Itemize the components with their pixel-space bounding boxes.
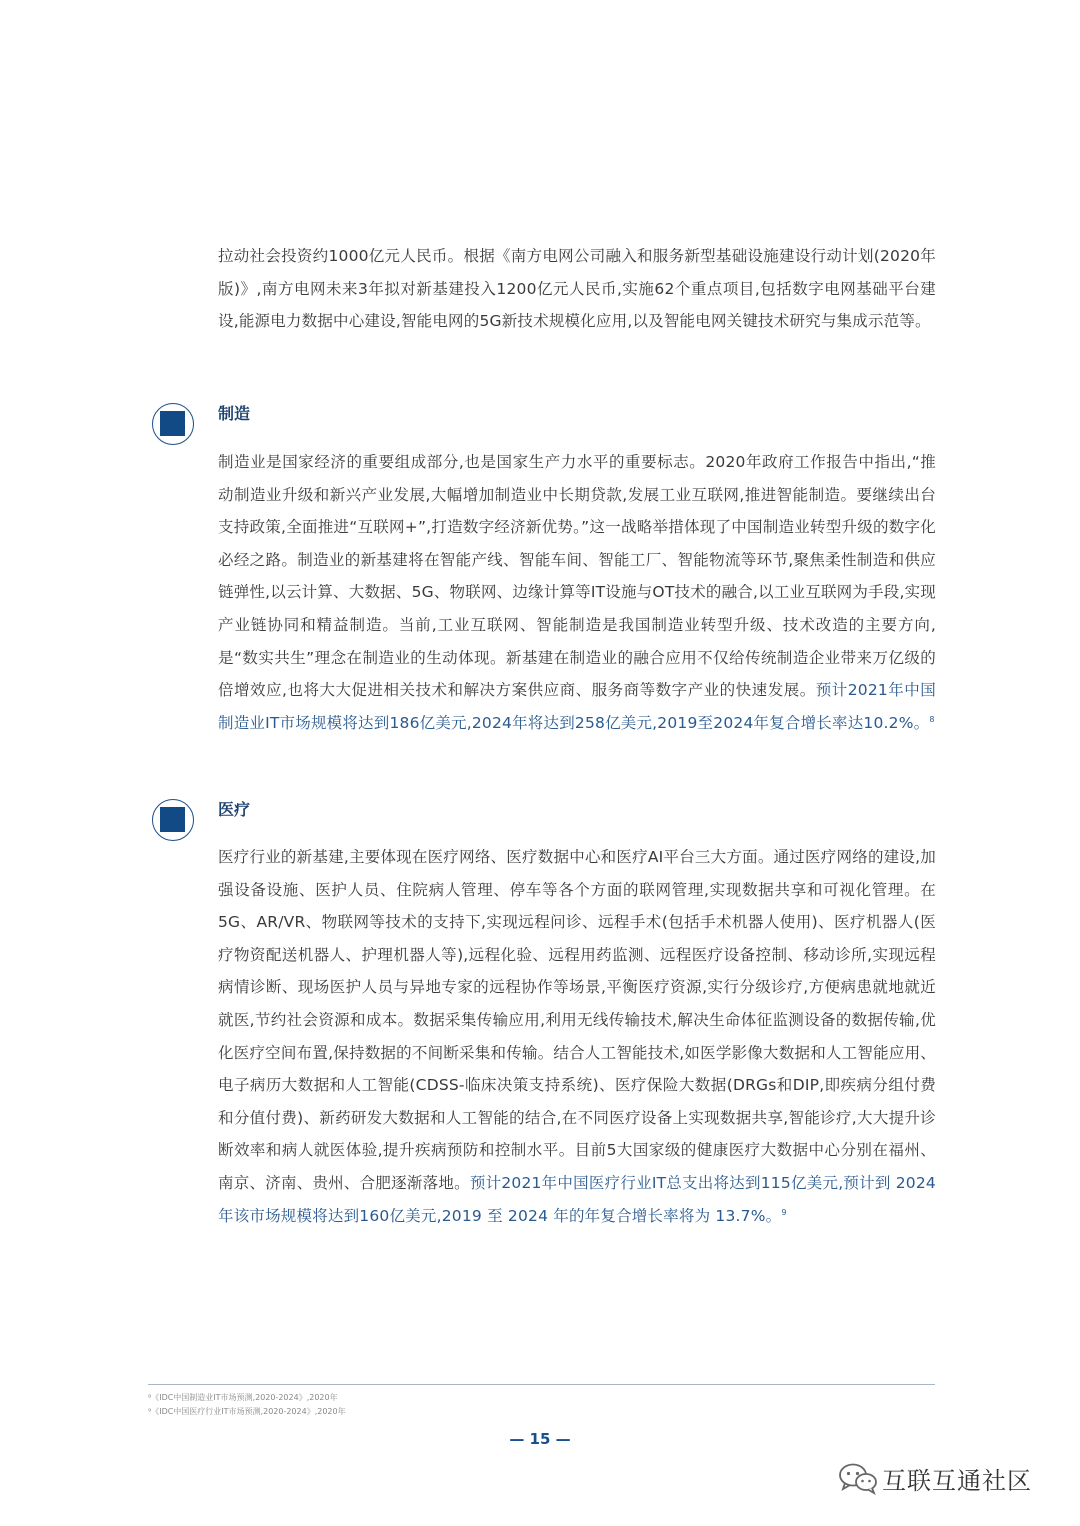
healthcare-body: 医疗行业的新基建,主要体现在医疗网络、医疗数据中心和医疗AI平台三大方面。通过医疗网络的建设,加强设备设施、医护人员、住院病人管理、停车等各个方面的联网管理,实现数据共享和可视化管理。在5G、AR/VR、物联网等技术的支持下,实现远程问诊、远程手术(包括手术机器人使用)、医疗机器人(医疗物资配送机器人、护理机器人等),远程化验、远程用药监测、远程医疗设备控制、移动诊所,实现远程病情诊断、现场医护人员与异地专家的远程协作等场景,平衡医疗资源,实行分级诊疗,方便病患就地就近就医,节约社会资源和成本。数据采集传输应用,利用无线传输技术,解决生命体征监测设备的数据传输,优化医疗空间布置,保持数据的不间断采集和传输。结合人工智能技术,如医学影像大数据和人工智能应用、电子病历大数据和人工智能(CDSS-临床决策支持系统)、医疗保险大数据(DRGs和DIP,即疾病分组付费和分值付费)、新药研发大数据和人工智能的结合,在不同医疗设备上实现数据共享,智能诊疗,大大提升诊断效率和病人就医体验,提升疾病预防和控制水平。目前5大国家级的健康医疗大数据中心分别在福州、南京、济南、贵州、合肥逐渐落地。	[218, 848, 936, 1192]
page-number: — 15 —	[509, 1430, 571, 1448]
intro-text: 拉动社会投资约1000亿元人民币。根据《南方电网公司融入和服务新型基础设施建设行动计划(2020年版)》,南方电网未来3年拟对新基建投入1200亿元人民币,实施62个重点项目,包括数字电网基础平台建设,能源电力数据中心建设,智能电网的5G新技术规模化应用,以及智能电网关键技术研究与集成示范等。	[218, 247, 936, 331]
manufacturing-paragraph	[218, 446, 936, 739]
intro-paragraph	[218, 240, 936, 338]
footnote-ref-8: 8	[929, 714, 935, 724]
watermark	[836, 1458, 1032, 1498]
manufacturing-highlight: 预计2021年中国制造业IT市场规模将达到186亿美元,2024年将达到258亿美元,2019至2024年复合增长率达10.2%。	[218, 681, 937, 732]
watermark-text: 互联互通社区	[882, 1466, 1032, 1495]
section-icon-square	[160, 411, 185, 436]
manufacturing-body: 制造业是国家经济的重要组成部分,也是国家生产力水平的重要标志。2020年政府工作报告中指出,“推动制造业升级和新兴产业发展,大幅增加制造业中长期贷款,发展工业互联网,推进智能制造。要继续出台支持政策,全面推进“互联网+”,打造数字经济新优势。”这一战略举措体现了中国制造业转型升级的数字化必经之路。制造业的新基建将在智能产线、智能车间、智能工厂、智能物流等环节,聚焦柔性制造和供应链弹性,以云计算、大数据、5G、物联网、边缘计算等IT设施与OT技术的融合,以工业互联网为手段,实现产业链协同和精益制造。当前,工业互联网、智能制造是我国制造业转型升级、技术改造的主要方向,是“数实共生”理念在制造业的生动体现。新基建在制造业的融合应用不仅给传统制造企业带来万亿级的倍增效应,也将大大促进相关技术和解决方案供应商、服务商等数字产业的快速发展。	[218, 453, 936, 700]
footnote-ref-9: 9	[781, 1207, 787, 1217]
healthcare-highlight: 预计2021年中国医疗行业IT总支出将达到115亿美元,预计到 2024 年该市场规模将达到160亿美元,2019 至 2024 年的年复合增长率将为 13.7%。	[218, 1173, 936, 1225]
healthcare-paragraph	[218, 841, 936, 1232]
manufacturing-title: 制造	[218, 404, 251, 423]
section-icon	[152, 799, 194, 841]
footnote-divider	[148, 1384, 935, 1385]
footnote-9: ⁹《IDC中国医疗行业IT市场预测,2020-2024》,2020年	[148, 1407, 346, 1416]
footnote-8: ⁸《IDC中国制造业IT市场预测,2020-2024》,2020年	[148, 1393, 338, 1402]
wechat-icon	[836, 1461, 880, 1495]
section-icon-square	[160, 807, 185, 832]
healthcare-title: 医疗	[218, 800, 251, 819]
section-icon	[152, 403, 194, 445]
